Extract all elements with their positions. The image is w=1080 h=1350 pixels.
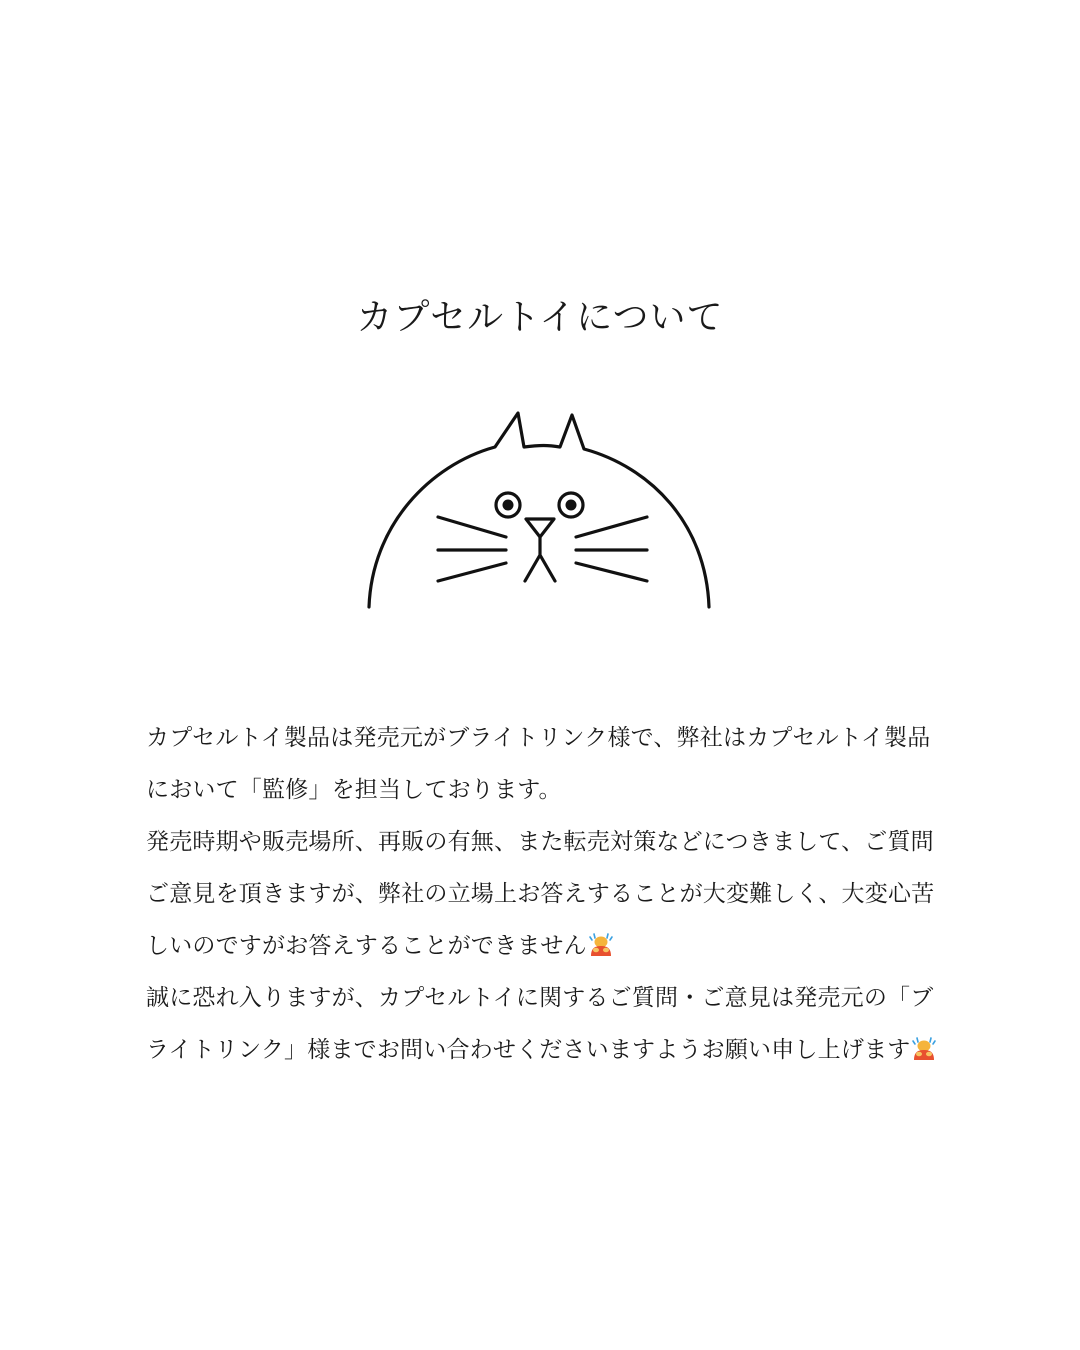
paragraph-3 — [146, 972, 946, 1076]
body-text — [146, 712, 946, 1076]
cat-whisker — [576, 563, 647, 581]
cat-mouth — [525, 537, 555, 581]
bowing-person-icon — [588, 931, 614, 957]
paragraph-1 — [146, 712, 946, 816]
bowing-person-icon — [911, 1035, 937, 1061]
paragraph-text: 発売時期や販売場所、再販の有無、また転売対策などにつきまして、ご質問ご意見を頂きますが、弊社の立場上お答えすることが大変難しく、大変心苦しいのですがお答えすることができません — [146, 829, 935, 959]
paragraph-text: 誠に恐れ入りますが、カプセルトイに関するご質問・ご意見は発売元の「ブライトリンク」様までお問い合わせくださいますようお願い申し上げます — [146, 985, 934, 1063]
cat-whisker — [438, 517, 506, 537]
cat-face-illustration — [360, 405, 720, 615]
cat-whisker — [438, 563, 506, 581]
cat-nose — [526, 519, 554, 537]
page-title: カプセルトイについて — [356, 297, 724, 338]
cat-whisker — [576, 517, 647, 537]
paragraph-2 — [146, 816, 946, 972]
cat-head-outline — [369, 413, 709, 607]
cat-eyes — [496, 493, 583, 517]
paragraph-text: カプセルトイ製品は発売元がブライトリンク様で、弊社はカプセルトイ製品において「監修」を担当しております。 — [146, 725, 931, 803]
